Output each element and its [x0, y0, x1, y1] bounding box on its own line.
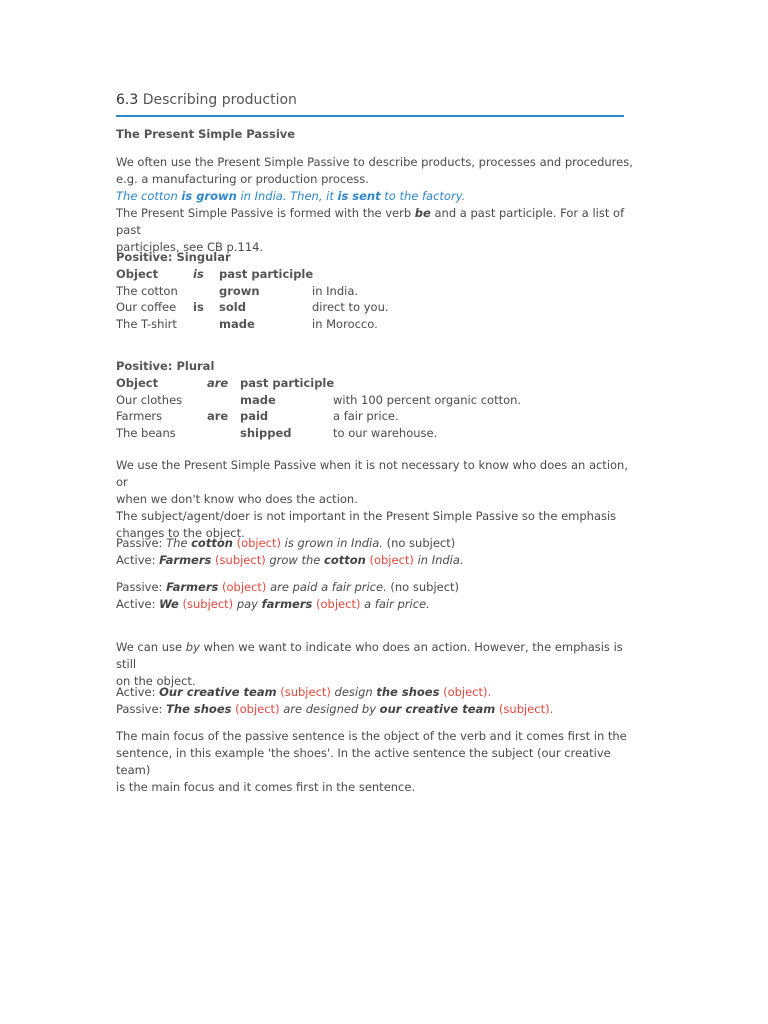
cell-participle: made	[240, 392, 276, 407]
cell-rest: with 100 percent organic cotton.	[333, 392, 522, 407]
by-usage-line-1	[116, 639, 636, 673]
table-header	[116, 266, 516, 283]
cell-object: Our coffee	[116, 300, 177, 314]
example-3	[116, 684, 636, 718]
example-verb: is grown	[181, 189, 237, 203]
keyword: the shoes	[376, 685, 440, 699]
cell-rest: to our warehouse.	[333, 425, 438, 440]
table-row	[116, 392, 536, 409]
example-2-active	[116, 596, 636, 613]
formed-text: The Present Simple Passive is formed with the verb	[116, 206, 415, 220]
focus-line-3: is the main focus and it comes first in the sentence.	[116, 780, 416, 794]
cell-object: The cotton	[116, 283, 178, 298]
object-tag: (object)	[312, 597, 365, 611]
intro-example	[116, 188, 636, 205]
example-1	[116, 535, 636, 569]
example-text: The cotton	[116, 189, 182, 203]
text: The	[166, 536, 192, 550]
keyword: Farmers	[166, 580, 219, 594]
usage-line-4: changes to the object.	[116, 526, 245, 540]
table-row	[116, 408, 536, 425]
col-verb: are	[207, 376, 229, 390]
example-1-passive	[116, 535, 636, 552]
focus-line-1: The main focus of the passive sentence is the object of the verb and it comes first in the	[116, 729, 627, 743]
formed-text: and a past participle. For a list of past	[116, 206, 625, 237]
table-row	[116, 316, 516, 333]
singular-table	[116, 266, 516, 332]
cell-verb: are	[207, 409, 229, 423]
by-usage-line-2: on the object.	[116, 674, 196, 688]
keyword: cotton	[324, 553, 366, 567]
usage-line-3: The subject/agent/doer is not important in the Present Simple Passive so the emphasis	[116, 509, 617, 523]
label: Passive:	[116, 536, 167, 550]
keyword: The shoes	[166, 702, 232, 716]
label: Active:	[116, 685, 160, 699]
cell-object: Farmers	[116, 409, 163, 423]
cell-participle: sold	[219, 300, 246, 314]
focus-line-2: sentence, in this example 'the shoes'. In the active sentence the subject (our creative team)	[116, 746, 611, 777]
example-text: in India. Then, it	[236, 189, 338, 203]
table-row	[116, 283, 516, 300]
text: a fair price.	[364, 597, 430, 611]
subject-tag: (subject)	[178, 597, 237, 611]
subtitle: The Present Simple Passive	[116, 127, 296, 141]
keyword: Farmers	[159, 553, 212, 567]
subject-tag: (subject)	[211, 553, 270, 567]
text: when we want to indicate who does an action. However, the emphasis is still	[116, 640, 623, 671]
cell-object: The T-shirt	[116, 316, 177, 331]
text: design	[334, 685, 377, 699]
label: Passive:	[116, 702, 167, 716]
intro-block	[116, 154, 636, 256]
intro-line-2: e.g. a manufacturing or production process.	[116, 172, 369, 186]
text: grow the	[269, 553, 325, 567]
label: Active:	[116, 597, 160, 611]
keyword: cotton	[191, 536, 233, 550]
plural-table	[116, 375, 536, 441]
cell-participle: grown	[219, 283, 260, 298]
table-header	[116, 375, 536, 392]
object-tag: (object)	[218, 580, 271, 594]
keyword: Our creative team	[159, 685, 277, 699]
intro-line-1: We often use the Present Simple Passive to describe products, processes and procedures,	[116, 155, 633, 169]
object-tag: (object).	[439, 685, 492, 699]
focus-block	[116, 728, 641, 796]
text: is grown in India.	[284, 536, 383, 550]
section-title	[116, 90, 624, 117]
label: Active:	[116, 553, 160, 567]
col-participle: past participle	[219, 267, 314, 281]
plural-heading: Positive: Plural	[116, 359, 215, 373]
keyword: We	[159, 597, 179, 611]
example-3-active	[116, 684, 636, 701]
example-1-active	[116, 552, 636, 569]
example-3-passive	[116, 701, 636, 718]
note: (no subject)	[386, 580, 460, 594]
cell-object: Our clothes	[116, 392, 183, 407]
example-2	[116, 579, 636, 613]
intro-formed-line-2: participles, see CB p.114.	[116, 240, 264, 254]
cell-rest: in India.	[312, 283, 359, 298]
col-participle: past participle	[240, 376, 335, 390]
keyword: by	[185, 640, 200, 654]
cell-participle: made	[219, 316, 255, 331]
cell-rest: in Morocco.	[312, 316, 378, 331]
col-verb: is	[193, 267, 204, 281]
table-row	[116, 299, 516, 316]
text: We can use	[116, 640, 186, 654]
object-tag: (object)	[232, 536, 285, 550]
text: pay	[236, 597, 262, 611]
label: Passive:	[116, 580, 167, 594]
text: in India.	[417, 553, 464, 567]
subject-tag: (subject).	[495, 702, 554, 716]
usage-line-1: We use the Present Simple Passive when it is not necessary to know who does an action, or	[116, 458, 628, 489]
note: (no subject)	[382, 536, 456, 550]
subject-tag: (subject)	[276, 685, 335, 699]
object-tag: (object)	[365, 553, 418, 567]
usage-block	[116, 457, 636, 542]
singular-heading: Positive: Singular	[116, 250, 231, 264]
text: are designed by	[283, 702, 380, 716]
formed-verb: be	[414, 206, 431, 220]
keyword: our creative team	[379, 702, 496, 716]
cell-verb: is	[193, 300, 204, 314]
object-tag: (object)	[231, 702, 284, 716]
cell-object: The beans	[116, 425, 176, 440]
text: are paid a fair price.	[270, 580, 387, 594]
example-2-passive	[116, 579, 636, 596]
cell-rest: a fair price.	[333, 409, 399, 423]
section-title-text: Describing production	[142, 92, 297, 108]
example-text: to the factory.	[380, 189, 466, 203]
by-usage-block	[116, 639, 636, 690]
table-row	[116, 425, 536, 442]
cell-participle: paid	[240, 409, 269, 423]
example-verb: is sent	[337, 189, 381, 203]
cell-rest: direct to you.	[312, 300, 389, 314]
usage-line-2: when we don't know who does the action.	[116, 492, 358, 506]
section-number: 6.3	[116, 92, 139, 108]
cell-participle: shipped	[240, 425, 292, 440]
keyword: farmers	[261, 597, 313, 611]
intro-formed	[116, 205, 636, 239]
col-object: Object	[116, 376, 159, 390]
col-object: Object	[116, 267, 159, 281]
